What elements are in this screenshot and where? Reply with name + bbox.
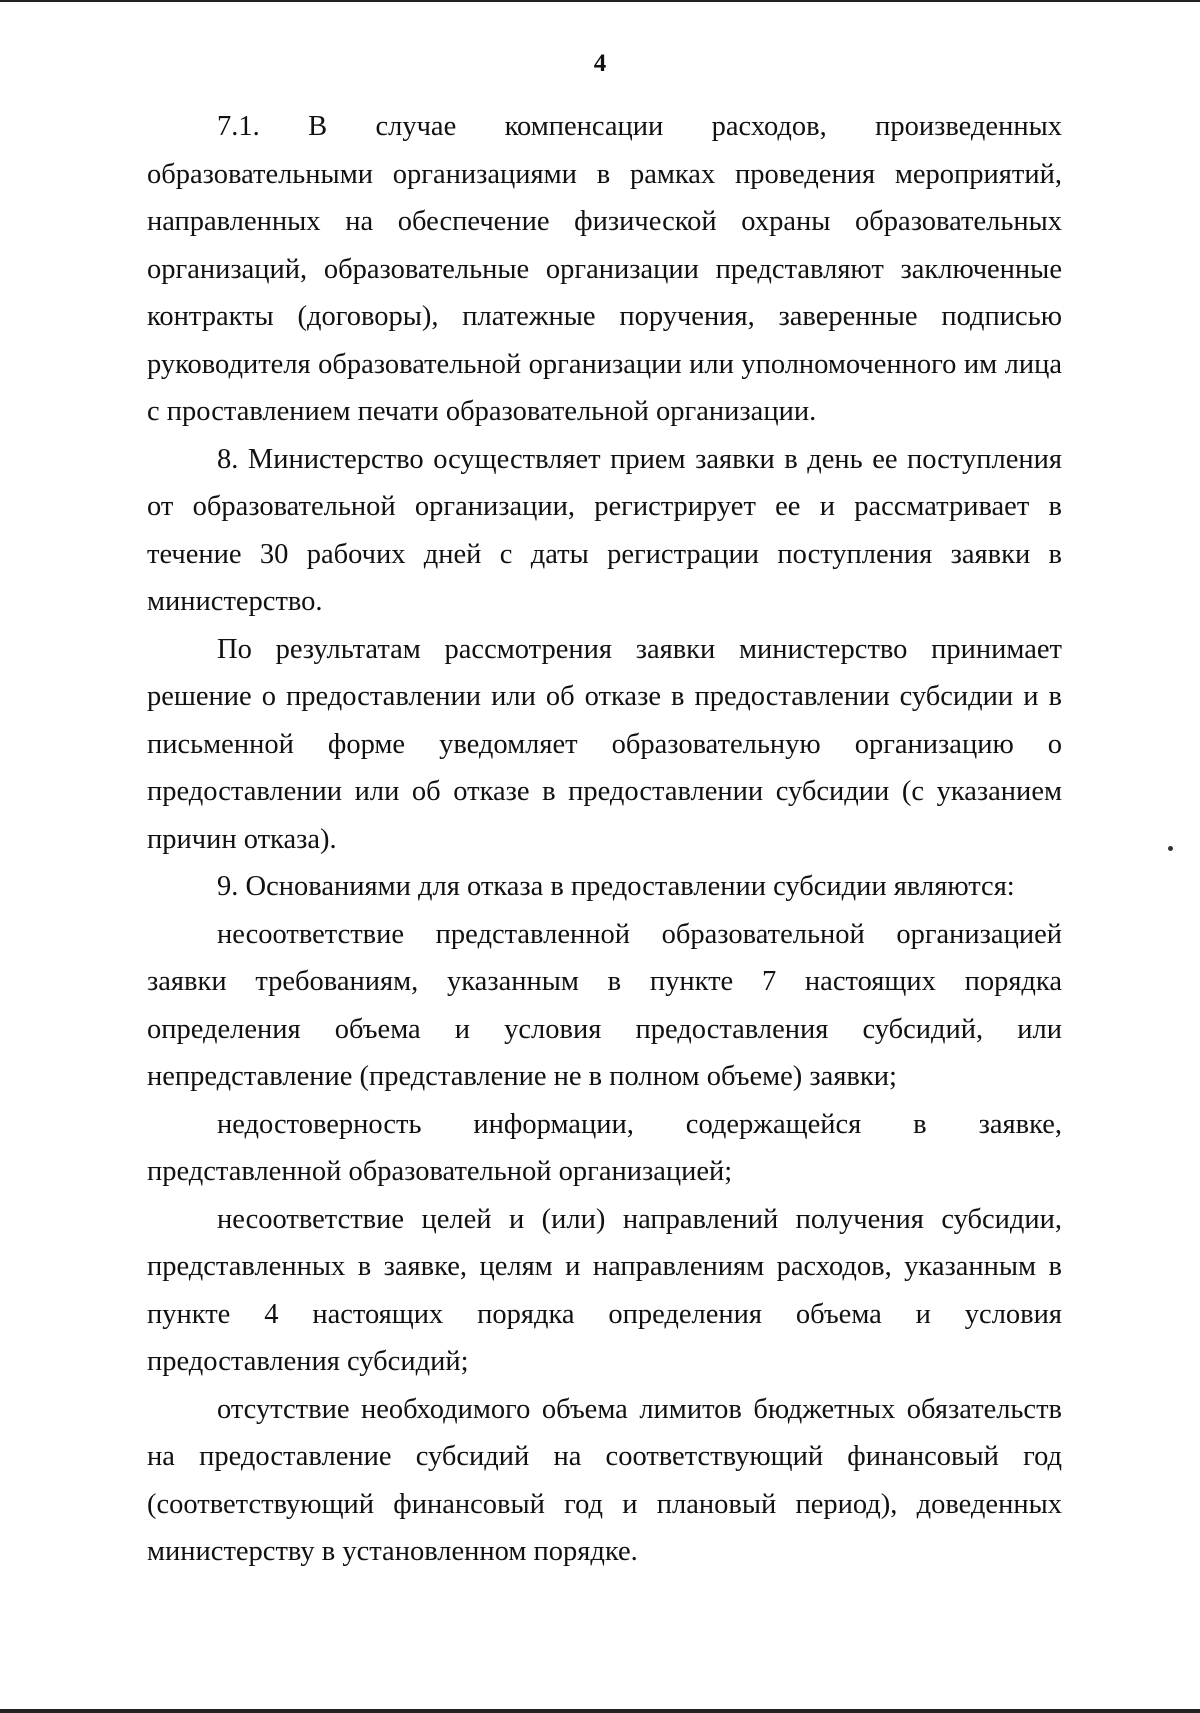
paragraph-8: 8. Министерство осуществляет прием заявки в день ее поступления от образовательной организации, регистрирует ее и рассматривает в течение 30 рабочих дней с даты регистрации поступления заявки в министерство. <box>147 443 1062 617</box>
scan-edge-bottom <box>0 1709 1200 1713</box>
refusal-reason-no-limits: отсутствие необходимого объема лимитов бюджетных обязательств на предоставление субсидий на соответствующий финансовый год (соответствующий финансовый год и плановый период), доведенных министерству в установленном порядке. <box>147 1393 1062 1567</box>
paragraph-decision: По результатам рассмотрения заявки министерство принимает решение о предоставлении или об отказе в предоставлении субсидии и в письменной форме уведомляет образовательную организацию о предоставлении или об отказе в предоставлении субсидии (с указанием причин отказа). <box>147 633 1062 855</box>
refusal-reason-purpose-mismatch: несоответствие целей и (или) направлений получения субсидии, представленных в заявке, целям и направлениям расходов, указанным в пункте 4 настоящих порядка определения объема и условия предоставления субсидий; <box>147 1203 1062 1377</box>
paragraph-7-1: 7.1. В случае компенсации расходов, произведенных образовательными организациями в рамках проведения мероприятий, направленных на обеспечение физической охраны образовательных организаций, образовательные организации представляют заключенные контракты (договоры), платежные поручения, заверенные подписью руководителя образовательной организации или уполномоченного им лица с проставлением печати образовательной организации. <box>147 111 1062 427</box>
refusal-reason-unreliable-info: недостоверность информации, содержащейся в заявке, представленной образовательной организацией; <box>147 1108 1062 1187</box>
refusal-reason-nonconformity: несоответствие представленной образовательной организацией заявки требованиям, указанным в пункте 7 настоящих порядка определения объема и условия предоставления субсидий, или непредставление (представление не в полном объеме) заявки; <box>147 918 1062 1092</box>
scan-speck <box>1168 846 1173 851</box>
scan-edge-top <box>0 0 1200 2</box>
paragraph-9: 9. Основаниями для отказа в предоставлении субсидии являются: <box>217 871 1015 902</box>
document-body <box>147 103 1062 1576</box>
page-number: 4 <box>593 50 607 77</box>
